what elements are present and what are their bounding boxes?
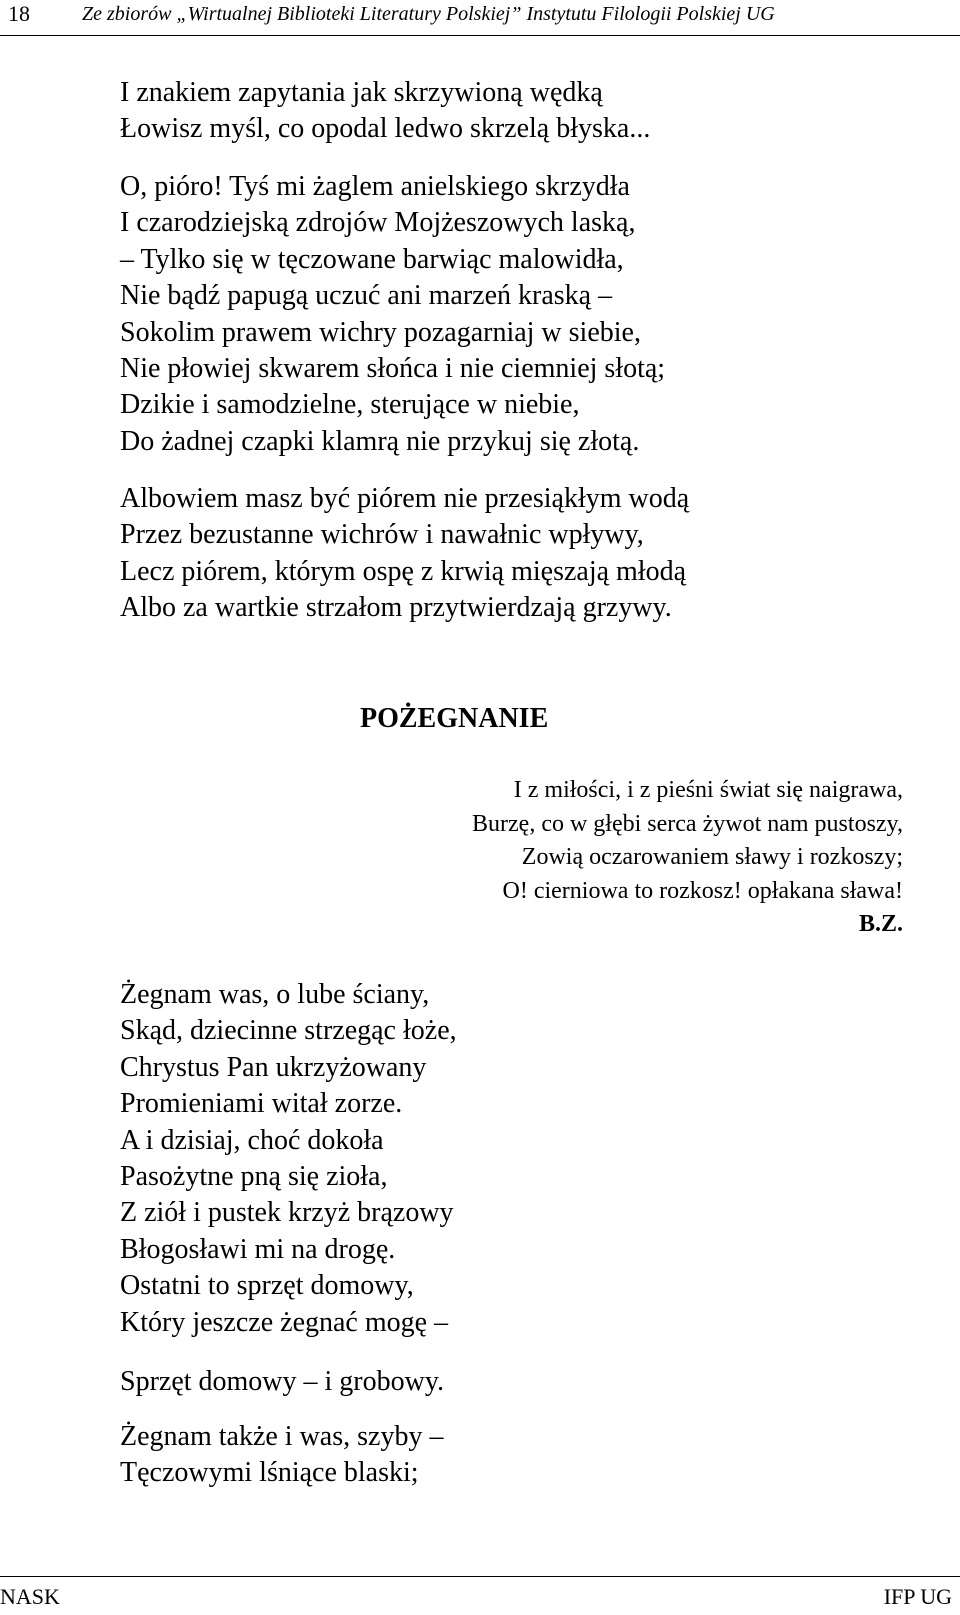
verse-line: Ostatni to sprzęt domowy, — [120, 1270, 414, 1302]
verse-line: Pasożytne pną się zioła, — [120, 1161, 388, 1193]
verse-line: Który jeszcze żegnać mogę – — [120, 1306, 449, 1338]
verse-line: Lecz piórem, którym ospę z krwią mięszają młodą — [120, 555, 687, 587]
verse-line: Nie bądź papugą uczuć ani marzeń kraską – — [120, 280, 613, 312]
epigraph-line: O! cierniowa to rozkosz! opłakana sława! — [502, 877, 903, 904]
epigraph-line: Burzę, co w głębi serca żywot nam pustoszy, — [472, 810, 903, 837]
epigraph-signature: B.Z. — [858, 911, 903, 937]
verse-line: Żegnam was, o lube ściany, — [120, 979, 430, 1010]
verse-line: I znakiem zapytania jak skrzywioną wędką — [120, 77, 603, 108]
epigraph — [472, 774, 903, 942]
verse-line: Przez bezustanne wichrów i nawałnic wpływy, — [120, 519, 644, 551]
footer-divider — [0, 1576, 960, 1577]
epigraph-line: I z miłości, i z pieśni świat się naigrawa, — [513, 777, 903, 803]
verse-line: Sokolim prawem wichry pozagarniaj w siebie, — [120, 316, 641, 348]
verse-line: I czarodziejską zdrojów Mojżeszowych laską, — [120, 207, 636, 239]
verse-line: Nie płowiej skwarem słońca i nie ciemniej słotą; — [120, 353, 666, 385]
verse-line: Albo za wartkie strzałom przytwierdzają grzywy. — [120, 592, 672, 624]
verse-line: Sprzęt domowy – i grobowy. — [120, 1366, 445, 1397]
verse-line: Błogosławi mi na drogę. — [120, 1233, 396, 1265]
verse-line: Chrystus Pan ukrzyżowany — [120, 1051, 427, 1083]
verse-line: Łowisz myśl, co opodal ledwo skrzelą błyska... — [120, 113, 651, 145]
poem-stanza — [120, 481, 689, 627]
verse-line: Skąd, dziecinne strzegąc łoże, — [120, 1015, 457, 1047]
poem-stanza — [120, 1419, 443, 1492]
poem-stanza — [120, 1364, 444, 1400]
verse-line: Promieniami witał zorze. — [120, 1088, 403, 1120]
footer-institute: IFP UG — [883, 1584, 952, 1609]
poem-stanza — [120, 75, 650, 148]
verse-line: – Tylko się w tęczowane barwiąc malowidła, — [120, 243, 624, 275]
header-divider — [0, 35, 960, 36]
poem-stanza — [120, 169, 665, 460]
verse-line: Z ziół i pustek krzyż brązowy — [120, 1197, 454, 1229]
epigraph-line: Zowią oczarowaniem sławy i rozkoszy; — [521, 844, 903, 870]
footer-publisher: NASK — [0, 1584, 60, 1609]
verse-line: Albowiem masz być piórem nie przesiąkłym wodą — [120, 483, 690, 514]
verse-line: O, pióro! Tyś mi żaglem anielskiego skrzydła — [120, 171, 630, 202]
verse-line: A i dzisiaj, choć dokoła — [120, 1124, 384, 1156]
verse-line: Żegnam także i was, szyby – — [120, 1421, 444, 1452]
verse-line: Do żadnej czapki klamrą nie przykuj się złotą. — [120, 425, 640, 457]
verse-line: Tęczowymi lśniące blaski; — [120, 1457, 419, 1489]
page-header — [0, 0, 960, 34]
poem-stanza — [120, 977, 457, 1341]
header-title: Ze zbiorów „Wirtualnej Biblioteki Literatury Polskiej” Instytutu Filologii Polskiej UG — [82, 3, 775, 25]
poem-title: POŻEGNANIE — [360, 703, 549, 734]
page-number: 18 — [8, 1, 30, 26]
verse-line: Dzikie i samodzielne, sterujące w niebie, — [120, 389, 580, 421]
